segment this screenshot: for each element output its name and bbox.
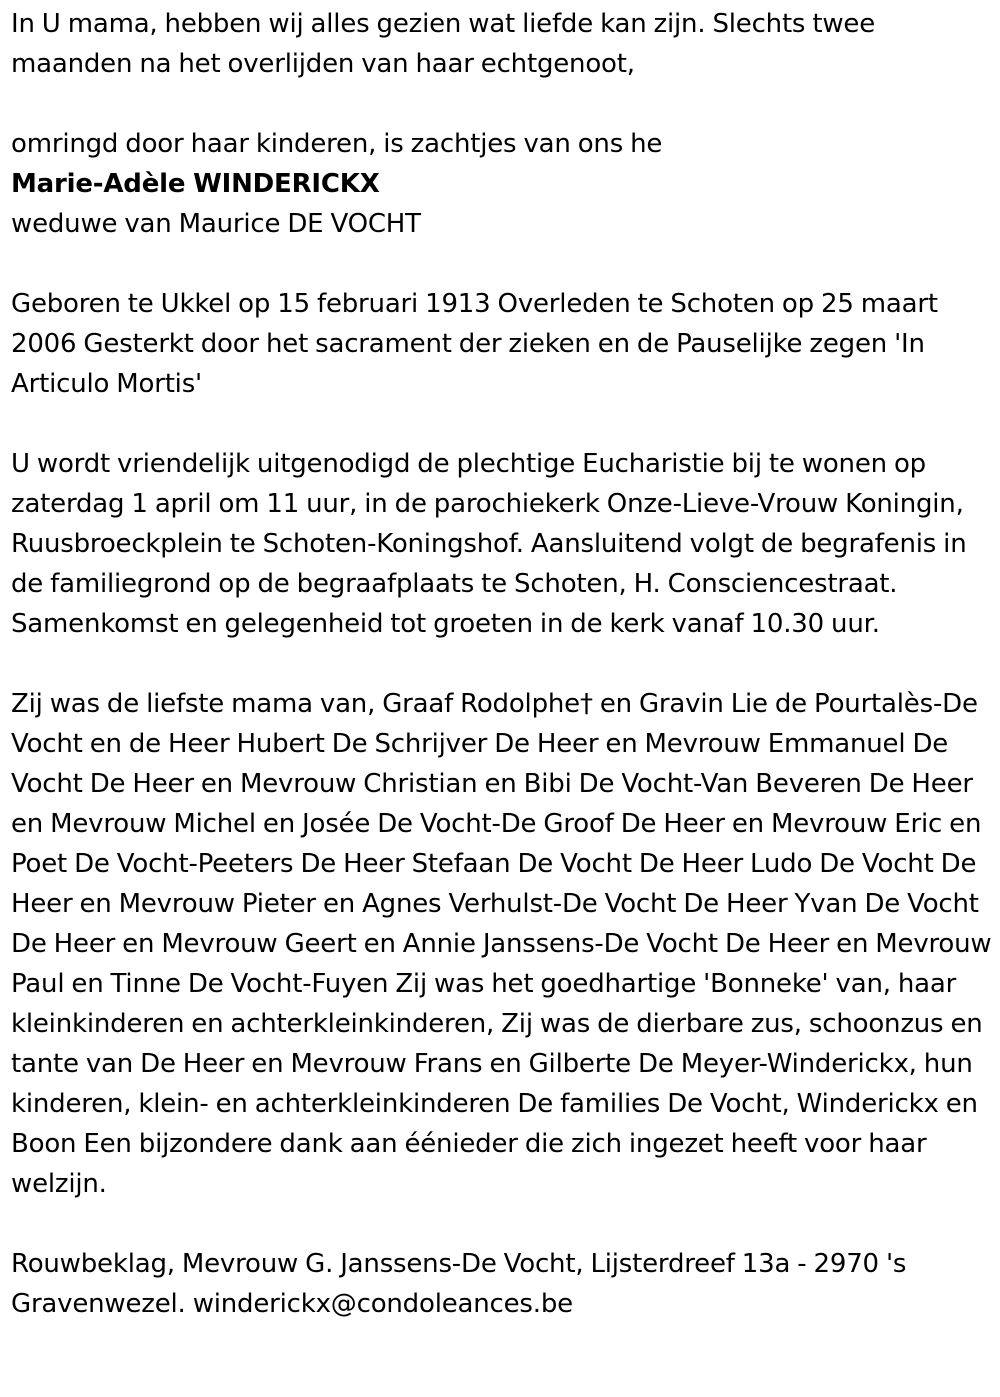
- ceremony-paragraph: U wordt vriendelijk uitgenodigd de plechtige Eucharistie bij te wonen op zaterdag 1 april om 11 uur, in de parochiekerk Onze-Lieve-Vrouw Koningin, Ruusbroeckplein te Schoten-Koningshof. Aansluitend volgt de begrafenis in de familiegrond op de begraafplaats te Schoten, H. Consciencestraat. Samenkomst en gelegenheid tot groeten in de kerk vanaf 10.30 uur.: [11, 449, 967, 639]
- cross-icon: †: [579, 689, 593, 719]
- family-text-rest: en Gravin Lie de Pourtalès-De Vocht en de Heer Hubert De Schrijver De Heer en Mevrouw Emmanuel De Vocht De Heer en Mevrouw Christian en Bibi De Vocht-Van Beveren De Heer en Mevrouw Michel en Josée De Vocht-De Groof De Heer en Mevrouw Eric en Poet De Vocht-Peeters De Heer Stefaan De Vocht De Heer Ludo De Vocht De Heer en Mevrouw Pieter en Agnes Verhulst-De Vocht De Heer Yvan De Vocht De Heer en Mevrouw Geert en Annie Janssens-De Vocht De Heer en Mevrouw Paul en Tinne De Vocht-Fuyen Zij was het goedhartige 'Bonneke' van, haar kleinkinderen en achterkleinkinderen, Zij was de dierbare zus, schoonzus en tante van De Heer en Mevrouw Frans en Gilberte De Meyer-Winderickx, hun kinderen, klein- en achterkleinkinderen De families De Vocht, Winderickx en Boon Een bijzondere dank aan éénieder die zich ingezet heeft voor haar welzijn.: [11, 689, 992, 1199]
- paragraph-spacer: [11, 244, 995, 284]
- obituary-notice: [11, 4, 995, 1324]
- surrounded-line: omringd door haar kinderen, is zachtjes van ons he: [11, 129, 663, 159]
- family-text-start: Zij was de liefste mama van, Graaf Rodolphe: [11, 689, 580, 719]
- family-paragraph: [11, 684, 995, 1204]
- paragraph-spacer: [11, 644, 995, 684]
- condolence-paragraph: Rouwbeklag, Mevrouw G. Janssens-De Vocht, Lijsterdreef 13a - 2970 's Gravenwezel. winderickx@condoleances.be: [11, 1249, 907, 1319]
- birth-death-paragraph: Geboren te Ukkel op 15 februari 1913 Overleden te Schoten op 25 maart 2006 Gesterkt door het sacrament der zieken en de Pauselijke zegen 'In Articulo Mortis': [11, 289, 938, 399]
- paragraph-spacer: [11, 1204, 995, 1244]
- intro-paragraph: In U mama, hebben wij alles gezien wat liefde kan zijn. Slechts twee maanden na het overlijden van haar echtgenoot,: [11, 9, 875, 79]
- deceased-name: Marie-Adèle WINDERICKX: [11, 169, 380, 199]
- widow-of-line: weduwe van Maurice DE VOCHT: [11, 209, 421, 239]
- paragraph-spacer: [11, 404, 995, 444]
- paragraph-spacer: [11, 84, 995, 124]
